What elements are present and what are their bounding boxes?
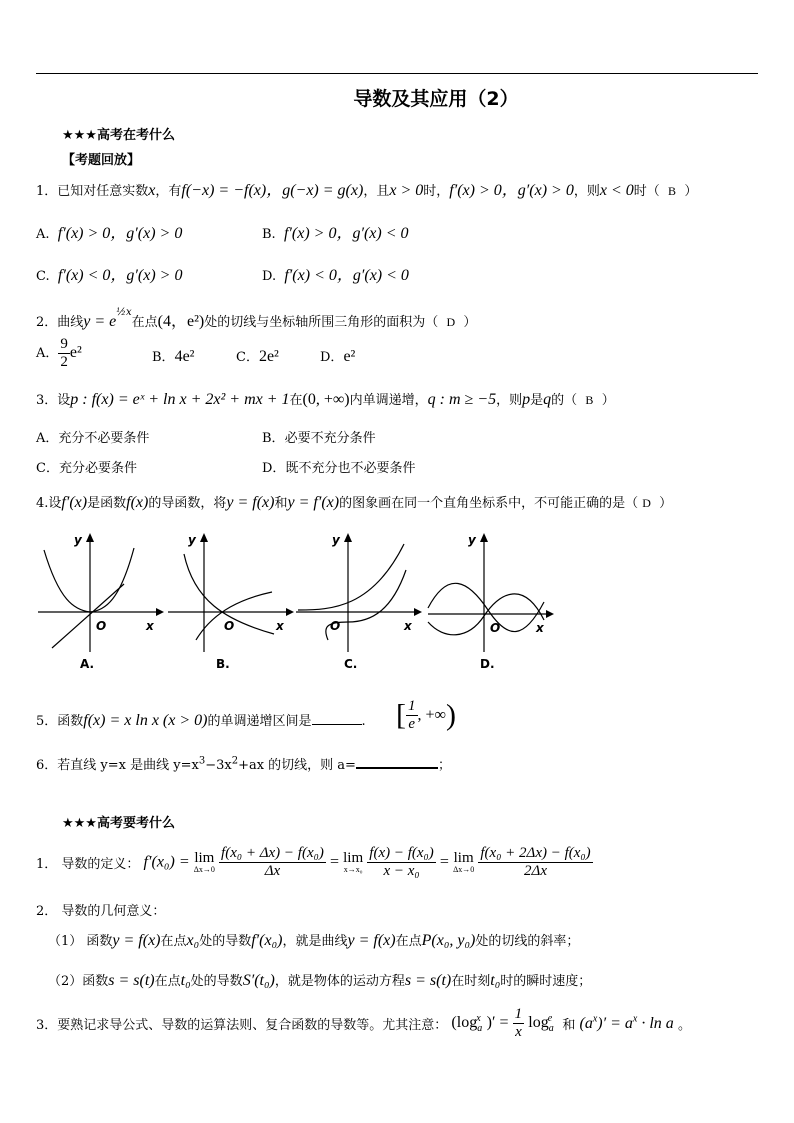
graph-c-y-label: y (332, 533, 340, 547)
graph-d-x-label: x (536, 621, 544, 635)
section1-heading: ★★★高考在考什么 (62, 128, 175, 143)
q3-option-b: B．必要不充分条件 (262, 431, 376, 446)
q2-option-a: A． $\frac{9}{2}$ e² (36, 336, 82, 370)
geometric-meaning-1: （1） 函数y = f(x)在点x₀处的导数f′(x₀)，就是曲线y = f(x)在点P(x₀, y₀)处的切线的斜率； (48, 932, 580, 949)
formula-note: 3．要熟记求导公式、导数的运算法则、复合函数的导数等。尤其注意： ($\log_a^x$ )′ = $\frac{1}{x}$ $\log_a^e$ 和 $(a^x)' = a^x \cdot \ln a$ 。 (36, 1006, 691, 1040)
graph-d-origin: O (490, 621, 501, 635)
q1-option-d: D. f′(x) < 0，g′(x) < 0 (262, 267, 409, 284)
q2-option-b: B．4e² (152, 348, 195, 365)
section2-heading: ★★★高考要考什么 (62, 816, 175, 831)
geometric-meaning-2: （2）函数s = s(t)在点t₀处的导数S′(t₀)，就是物体的运动方程s = s(t)在时刻t₀时的瞬时速度； (48, 972, 592, 989)
graph-a-origin: O (96, 619, 107, 633)
graph-d (424, 530, 554, 675)
graph-a-y-label: y (74, 533, 82, 547)
graph-c-x-label: x (404, 619, 412, 633)
graph-d-label: D. (480, 657, 495, 671)
section1-subheading: 【考题回放】 (62, 153, 141, 168)
graph-a-curve-f (44, 548, 134, 612)
derivative-definition: 1． 导数的定义： f′(x₀) = lim Δx→0 $\frac{\text{f(x₀ + Δx) − f(x₀)}}{\Delta x}$ = lim x→x₀ $\frac{\text{f(x) − f(x₀)}}{\text{x − x₀}}$ = lim Δx→0 $\frac{\text{f(x₀ + 2Δx) − f(x₀)}}{2\Delta x}$ (36, 845, 591, 879)
graph-d-curve-f (428, 583, 544, 631)
graph-a-x-label: x (146, 619, 154, 633)
graph-b (164, 530, 294, 675)
q5-stem: 5．函数f(x) = x ln x (x > 0)的单调递增区间是 . (36, 712, 366, 729)
q3-answer: B (585, 393, 594, 407)
geometric-meaning-heading: 2． 导数的几何意义： (36, 904, 166, 919)
graph-a (34, 530, 164, 675)
graph-c-x-arrow (414, 608, 422, 616)
q5-blank (312, 724, 362, 725)
graph-a-x-arrow (156, 608, 164, 616)
graph-c-label: C. (344, 657, 358, 671)
q6-stem: 6．若直线 y=x 是曲线 $y=x^3-3x^2+ax$ 的切线，则 a= ； (36, 755, 451, 773)
q1-option-b: B. f′(x) > 0，g′(x) < 0 (262, 225, 409, 242)
q4-stem: 4.设f′(x)是函数f(x)的导函数，将y = f(x)和y = f′(x)的图象画在同一个直角坐标系中，不可能正确的是（ D ） (36, 494, 673, 511)
q3-stem: 3．设p : f(x) = eˣ + ln x + 2x² + mx + 1在(0, +∞)内单调递增，q : m ≥ −5，则p是q的（ B ） (36, 391, 615, 408)
graph-b-x-label: x (276, 619, 284, 633)
q6-blank (356, 767, 438, 769)
q3-option-a: A．充分不必要条件 (36, 431, 150, 446)
q1-answer: B (668, 184, 677, 198)
graph-a-y-arrow (86, 533, 94, 542)
graph-b-origin: O (224, 619, 235, 633)
q2-answer: D (446, 315, 456, 329)
header-rule (36, 73, 758, 74)
graph-b-y-label: y (188, 533, 196, 547)
page-title: 导数及其应用（2） (353, 88, 519, 110)
q4-answer: D (642, 496, 651, 510)
graph-c-origin: O (330, 619, 341, 633)
q2-option-c: C．2e² (236, 348, 279, 365)
q1-stem: 1．已知对任意实数x，有f(−x) = −f(x)，g(−x) = g(x)，且x > 0时，f′(x) > 0，g′(x) > 0，则x < 0时（ B ） (36, 182, 698, 199)
graph-b-y-arrow (200, 533, 208, 542)
graph-d-y-arrow (480, 533, 488, 542)
graph-c (292, 530, 422, 675)
q3-option-c: C．充分必要条件 (36, 461, 137, 476)
q2-option-d: D．e² (320, 348, 356, 365)
q2-stem: 2．曲线$y = e^{\frac{1}{2}x}$在点(4，e²)处的切线与坐标轴所围三角形的面积为（ D ） (36, 306, 477, 330)
graph-d-y-label: y (468, 533, 476, 547)
graph-c-y-arrow (344, 533, 352, 542)
q3-option-d: D．既不充分也不必要条件 (262, 461, 416, 476)
q5-answer: [ $\frac{1}{e}$ , +∞) (396, 698, 456, 732)
graph-d-x-arrow (546, 610, 554, 618)
q1-option-a: A. f′(x) > 0，g′(x) > 0 (36, 225, 183, 242)
q1-option-c: C. f′(x) < 0，g′(x) > 0 (36, 267, 183, 284)
graph-a-label: A. (80, 657, 95, 671)
graph-c-curve-f (298, 544, 404, 610)
graph-b-label: B. (216, 657, 230, 671)
